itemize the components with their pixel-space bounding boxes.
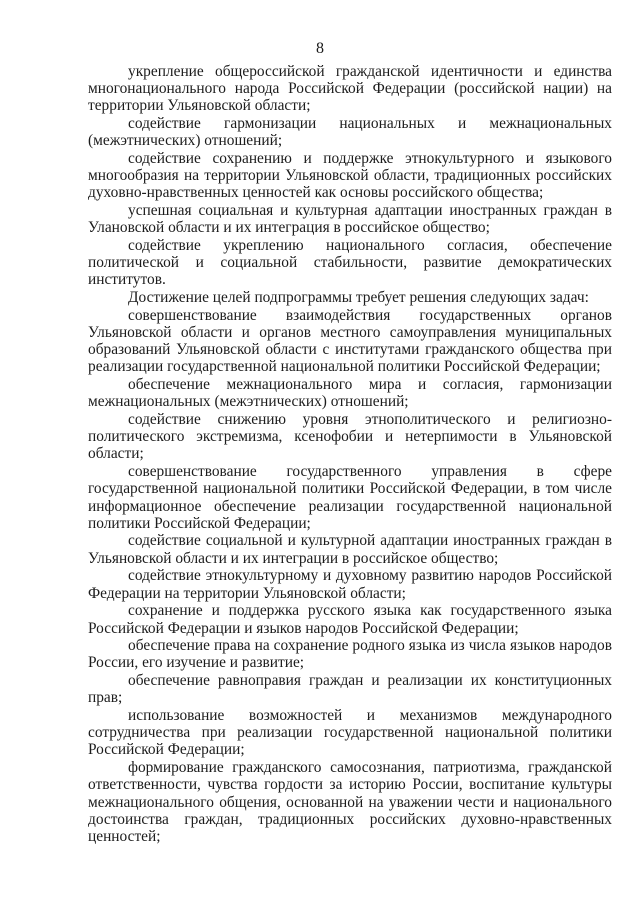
paragraph: успешная социальная и культурная адаптации иностранных граждан в Улановской области и их интеграция в российское общество; [88, 202, 612, 237]
paragraph: сохранение и поддержка русского языка как государственного языка Российской Федерации и языков народов Российской Федерации; [88, 602, 612, 637]
paragraph: совершенствование государственного управления в сфере государственной национальной политики Российской Федерации, в том числе информационное обеспечение реализации государственной национальной политики Российской Федерации; [88, 463, 612, 532]
paragraph: содействие укреплению национального согласия, обеспечение политической и социальной стабильности, развитие демократических институтов. [88, 237, 612, 289]
paragraph: укрепление общероссийской гражданской идентичности и единства многонационального народа Российской Федерации (российской нации) на территории Ульяновской области; [88, 63, 612, 115]
paragraph: содействие снижению уровня этнополитического и религиозно-политического экстремизма, ксенофобии и нетерпимости в Ульяновской области; [88, 411, 612, 463]
paragraph: обеспечение равноправия граждан и реализации их конституционных прав; [88, 672, 612, 707]
paragraph: формирование гражданского самосознания, патриотизма, гражданской ответственности, чувства гордости за историю России, воспитание культуры межнационального общения, основанной на уважении чести и национального достоинства граждан, традиционных российских духовно-нравственных ценностей; [88, 759, 612, 845]
paragraph: обеспечение права на сохранение родного языка из числа языков народов России, его изучение и развитие; [88, 637, 612, 672]
paragraph: содействие социальной и культурной адаптации иностранных граждан в Ульяновской области и их интеграции в российское общество; [88, 532, 612, 567]
paragraph: содействие гармонизации национальных и межнациональных (межэтнических) отношений; [88, 115, 612, 150]
paragraph: совершенствование взаимодействия государственных органов Ульяновской области и органов местного самоуправления муниципальных образований Ульяновской области с институтами гражданского общества при реализации государственной национальной политики Российской Федерации; [88, 306, 612, 376]
paragraph: обеспечение межнационального мира и согласия, гармонизации межнациональных (межэтнических) отношений; [88, 376, 612, 411]
paragraph: использование возможностей и механизмов международного сотрудничества при реализации государственной национальной политики Российской Федерации; [88, 707, 612, 759]
paragraph: содействие сохранению и поддержке этнокультурного и языкового многообразия на территории Ульяновской области, традиционных российских духовно-нравственных ценностей как основы российского общества; [88, 150, 612, 202]
paragraph: содействие этнокультурному и духовному развитию народов Российской Федерации на территории Ульяновской области; [88, 567, 612, 602]
page-number: 8 [316, 40, 324, 57]
paragraph: Достижение целей подпрограммы требует решения следующих задач: [128, 289, 589, 307]
document-body [88, 63, 612, 846]
